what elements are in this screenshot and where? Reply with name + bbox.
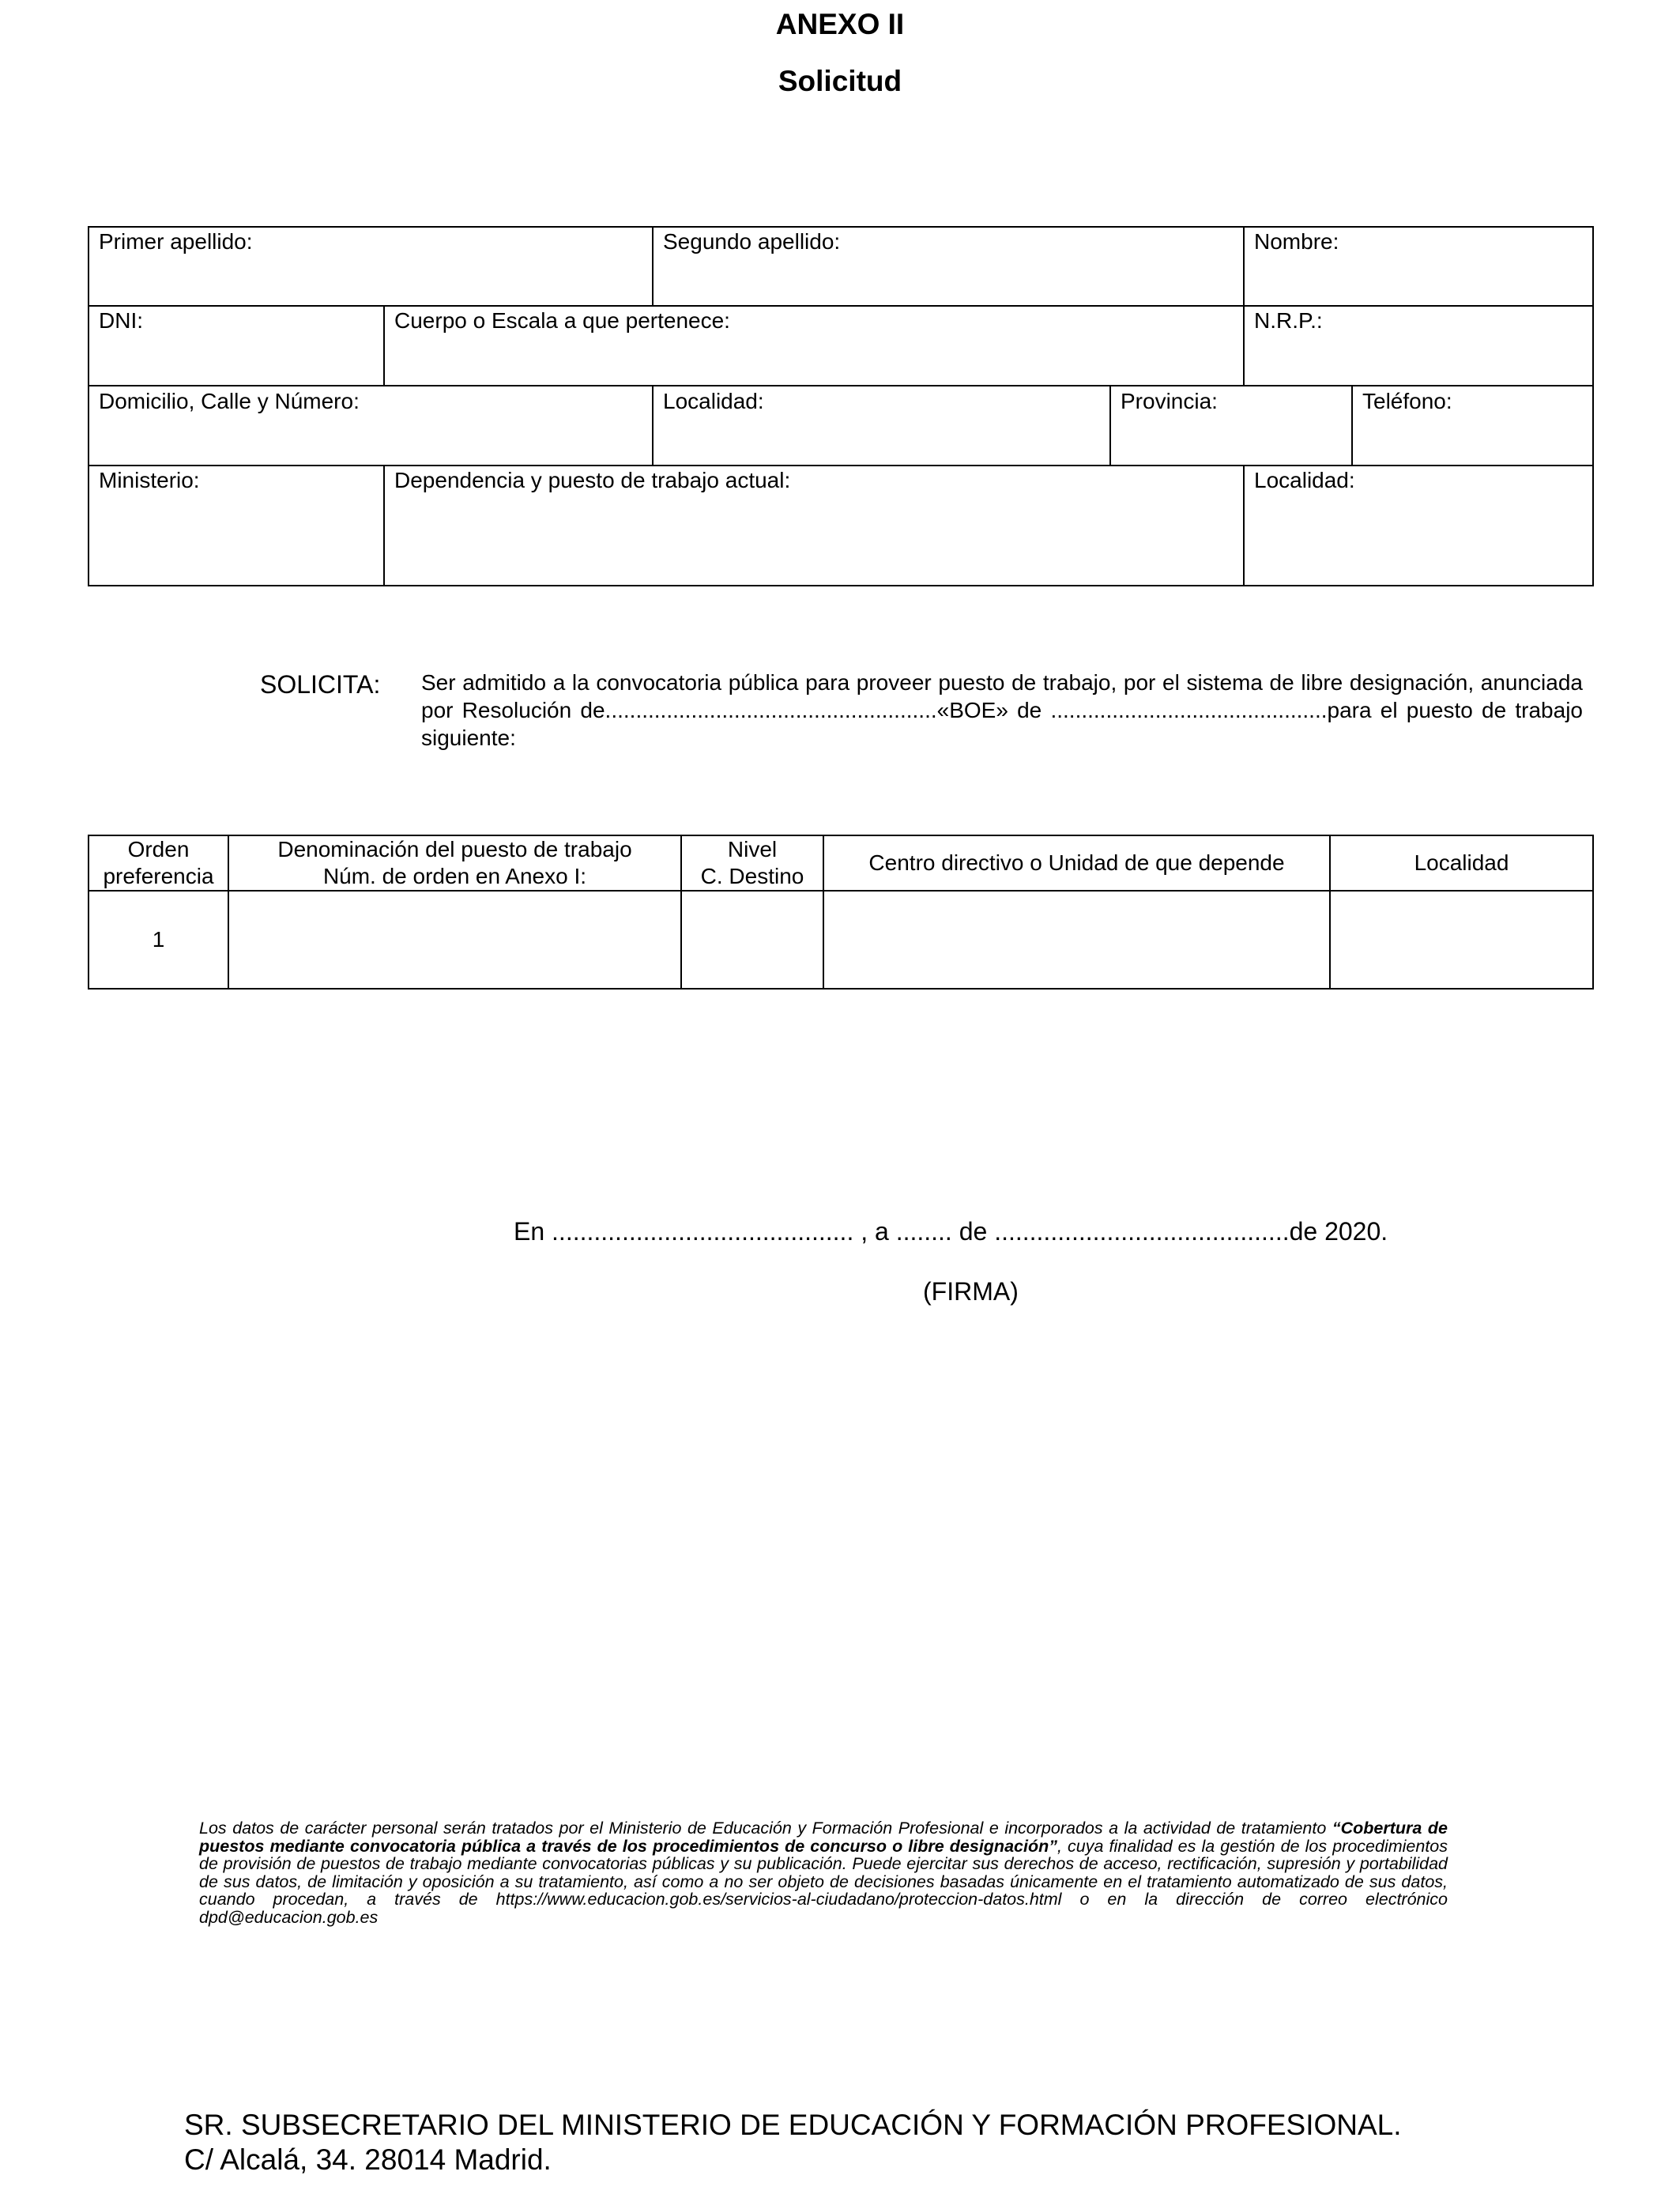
table-divider xyxy=(383,465,385,586)
dependencia-field[interactable]: Dependencia y puesto de trabajo actual: xyxy=(394,468,791,492)
provincia-field[interactable]: Provincia: xyxy=(1121,389,1218,413)
header-nivel xyxy=(682,836,823,890)
nombre-field[interactable]: Nombre: xyxy=(1254,229,1339,254)
centro-cell[interactable] xyxy=(824,892,1329,988)
table-divider xyxy=(1243,305,1245,386)
header-denominacion-line1: Denominación del puesto de trabajo xyxy=(277,837,632,861)
form-title: Solicitud xyxy=(778,65,902,97)
annex-heading: ANEXO II xyxy=(775,8,905,40)
table-divider xyxy=(88,465,1594,466)
personal-data-table xyxy=(88,226,1594,586)
domicilio-field[interactable]: Domicilio, Calle y Número: xyxy=(99,389,360,413)
privacy-notice xyxy=(199,1819,1448,1926)
positions-table xyxy=(88,835,1594,990)
localidad-actual-field[interactable]: Localidad: xyxy=(1254,468,1355,492)
privacy-text-part1: Los datos de carácter personal serán tratados por el Ministerio de Educación y Formación Profesional e incorporados a la actividad de tratamiento xyxy=(199,1819,1327,1838)
solicita-label: SOLICITA: xyxy=(260,670,381,699)
header-localidad: Localidad xyxy=(1414,850,1509,875)
table-divider xyxy=(1243,465,1245,586)
privacy-text-bold: “Cobertura de puestos mediante convocatoria pública a través de los procedimientos de concurso o libre designación” xyxy=(199,1819,1448,1856)
localidad-cell[interactable] xyxy=(1331,892,1592,988)
cuerpo-field[interactable]: Cuerpo o Escala a que pertenece: xyxy=(394,308,730,333)
privacy-text-part2: , cuya finalidad es la gestión de los procedimientos de provisión de puestos de trabajo mediante convocatorias públicas y su publicación. Puede ejercitar sus derechos de acceso, rectificación, supresión y portabilidad de sus datos, de limitación y oposición a su tratamiento, así como a no ser objeto de decisiones basadas únicamente en el tratamiento automatizado de sus datos, cuando procedan, a través de https://www.educacion.gob.es/servicios-al-ciudadano/proteccion-datos.html o en la dirección de correo electrónico dpd@educacion.gob.es xyxy=(199,1836,1448,1927)
solicita-text: Ser admitido a la convocatoria pública para proveer puesto de trabajo, por el sistema de libre designación, anunciada por Resolución de......................................................«BOE» de .............................................para el puesto de trabajo siguiente: xyxy=(421,670,1583,750)
nivel-cell[interactable] xyxy=(682,892,823,988)
table-divider xyxy=(652,385,654,466)
table-border xyxy=(1592,835,1594,990)
table-divider xyxy=(383,305,385,386)
dni-field[interactable]: DNI: xyxy=(99,308,143,333)
header-denominacion xyxy=(229,836,680,890)
nrp-field[interactable]: N.R.P.: xyxy=(1254,308,1323,333)
table-border xyxy=(88,585,1594,586)
header-centro: Centro directivo o Unidad de que depende xyxy=(868,850,1285,875)
table-border xyxy=(88,988,1594,990)
table-divider xyxy=(88,385,1594,386)
header-nivel-line2: C. Destino xyxy=(700,864,804,888)
ministerio-field[interactable]: Ministerio: xyxy=(99,468,200,492)
denominacion-cell[interactable] xyxy=(229,892,680,988)
header-denominacion-line2: Núm. de orden en Anexo I: xyxy=(322,864,587,888)
place-date-line: En ........................................... , a ........ de ..........................................de 2020. xyxy=(514,1217,1388,1246)
table-border xyxy=(1592,226,1594,586)
header-orden-line2: preferencia xyxy=(103,864,214,888)
table-border xyxy=(88,226,1594,228)
table-divider xyxy=(652,226,654,306)
localidad-field[interactable]: Localidad: xyxy=(663,389,764,413)
table-divider xyxy=(1243,226,1245,306)
table-divider xyxy=(88,305,1594,307)
table-border xyxy=(88,226,89,586)
table-divider xyxy=(1351,385,1353,466)
address-line: C/ Alcalá, 34. 28014 Madrid. xyxy=(184,2143,552,2176)
segundo-apellido-field[interactable]: Segundo apellido: xyxy=(663,229,841,254)
header-nivel-line1: Nivel xyxy=(727,837,778,861)
signature-label: (FIRMA) xyxy=(923,1277,1019,1306)
primer-apellido-field[interactable]: Primer apellido: xyxy=(99,229,253,254)
header-orden-line1: Orden xyxy=(127,837,190,861)
header-orden xyxy=(89,836,228,890)
addressee-line: SR. SUBSECRETARIO DEL MINISTERIO DE EDUCACIÓN Y FORMACIÓN PROFESIONAL. xyxy=(184,2109,1402,2141)
row-orden-value: 1 xyxy=(152,927,165,952)
table-divider xyxy=(1109,385,1111,466)
telefono-field[interactable]: Teléfono: xyxy=(1362,389,1452,413)
